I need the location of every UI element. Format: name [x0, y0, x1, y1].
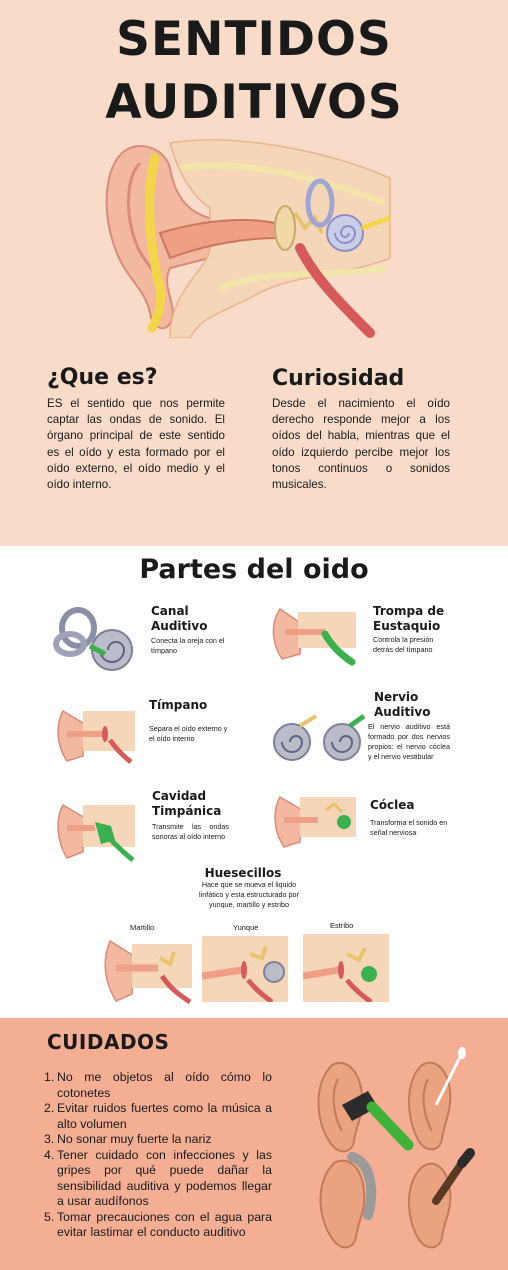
part-desc-timpano: Separa el oído externo y el oído interno	[149, 724, 228, 743]
part-desc-nervio-auditivo: El nervio auditivo está formado por dos nervios propios: el nervio cóclea y el nervio vestibular	[368, 722, 450, 761]
cuidado-item-number: 1.	[44, 1070, 55, 1084]
part-name-coclea: Cóclea	[370, 798, 415, 812]
cuidado-item	[44, 1132, 272, 1148]
cuidado-item	[44, 1148, 272, 1210]
yunque-image	[202, 936, 288, 1002]
part-desc-canal-auditivo: Conecta la oreja con el tímpano	[151, 636, 225, 655]
martillo-image	[102, 936, 194, 1006]
ear-anatomy-illustration	[100, 138, 400, 338]
cuidado-item-number: 3.	[44, 1132, 55, 1146]
cuidado-item-text: No sonar muy fuerte la nariz	[57, 1132, 212, 1146]
cuidado-item	[44, 1210, 272, 1241]
part-name-timpano: Tímpano	[149, 698, 208, 712]
trompa-de-eustaquio-image	[270, 604, 358, 666]
que-es-text: ES el sentido que nos permite captar las ondas de sonido. El órgano principal de este sentido es el oído y esta formado por el oído externo, el oído medio y el oído interno.	[47, 397, 225, 492]
partes-section	[0, 546, 508, 1018]
estribo-image	[303, 934, 389, 1002]
timpano-image	[55, 706, 137, 766]
part-name-trompa-de-eustaquio: Trompa de Eustaquio	[373, 604, 445, 633]
hearing-aid-ear-icon	[320, 1157, 371, 1247]
part-name-canal-auditivo: Canal Auditivo	[151, 604, 208, 633]
otoscope-ear-icon	[318, 1063, 408, 1151]
part-desc-trompa-de-eustaquio: Controla la presión detrás del tímpano	[373, 635, 434, 654]
cuidado-item	[44, 1101, 272, 1132]
part-name-nervio-auditivo: Nervio Auditivo	[374, 690, 431, 719]
cuidado-item-text: Tener cuidado con infecciones y las gripes por qué puede dañar la sensibilidad auditiva y podemos llegar a usar audífonos	[57, 1147, 272, 1208]
curiosidad-heading: Curiosidad	[272, 366, 405, 391]
part-name-cavidad-timpanica: Cavidad Timpánica	[152, 789, 222, 818]
curiosidad-text: Desde el nacimiento el oído derecho responde mejor a los oídos del habla, mientras que el oído izquierdo percibe mejor los tonos continuos o sonidos musicales.	[272, 397, 450, 492]
label-yunque: Yunque	[233, 923, 259, 932]
cavidad-timpanica-image	[55, 800, 137, 864]
canal-auditivo-image	[50, 604, 138, 676]
label-estribo: Estribo	[330, 921, 354, 930]
cuidado-item-text: No me objetos al oído cómo lo cotonetes	[57, 1070, 272, 1100]
cuidado-item-text: Tomar precauciones con el agua para evitar lastimar el conducto auditivo	[57, 1209, 272, 1239]
ear-care-illustration	[312, 1045, 488, 1255]
cuidados-list	[44, 1070, 272, 1241]
title-line-2: AUDITIVOS	[105, 75, 403, 130]
part-name-huesecillos: Huesecillos	[204, 866, 282, 880]
cuidado-item-number: 5.	[44, 1209, 55, 1224]
cuidado-item-number: 4.	[44, 1147, 55, 1162]
cuidado-item-number: 2.	[44, 1101, 55, 1115]
title-line-1: SENTIDOS	[116, 12, 392, 67]
coclea-image	[272, 792, 358, 852]
nervio-auditivo-image	[270, 708, 366, 764]
cotton-swab-ear-icon	[409, 1047, 466, 1149]
intro-section	[0, 0, 508, 546]
partes-heading: Partes del oido	[139, 554, 369, 585]
part-desc-huesecillos: Hace que se mueva el liquido linfático y esta estructurado por yunque, martillo y estribo	[199, 880, 299, 909]
part-desc-cavidad-timpanica: Transmite las ondas sonoras al oído interno	[152, 822, 229, 841]
ear-dropper-icon	[409, 1153, 470, 1247]
label-martillo: Martillo	[130, 923, 155, 932]
cuidados-heading: CUIDADOS	[47, 1030, 170, 1054]
cuidado-item-text: Evitar ruidos fuertes como la música a alto volumen	[57, 1101, 272, 1131]
part-desc-coclea: Transforma el sonido en señal nerviosa	[370, 818, 448, 837]
que-es-heading: ¿Que es?	[47, 365, 158, 390]
cuidado-item	[44, 1070, 272, 1101]
